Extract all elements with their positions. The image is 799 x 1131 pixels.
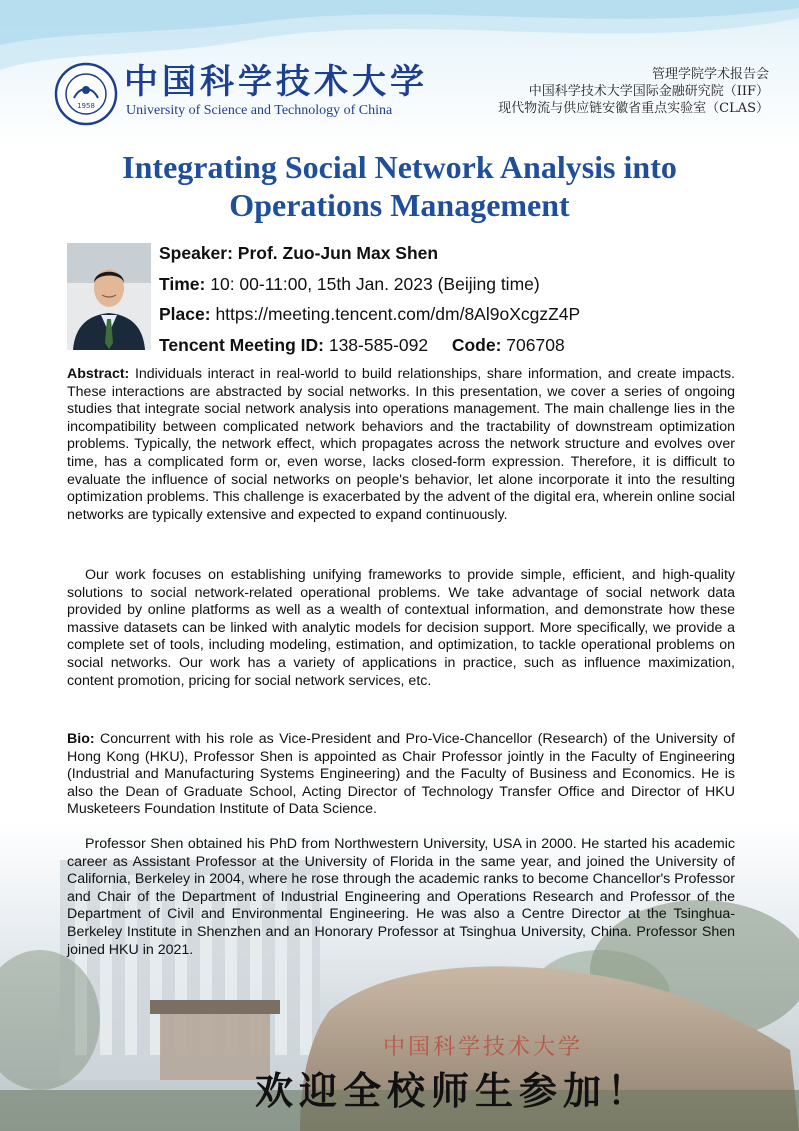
- organizer-list: [498, 66, 769, 117]
- time-row: [159, 271, 580, 302]
- talk-title-line-2: Operations Management: [229, 187, 570, 223]
- place-link[interactable]: https://meeting.tencent.com/dm/8Al9oXcgzZ4P: [215, 304, 581, 324]
- place-row: [159, 301, 580, 332]
- talk-info: [159, 240, 580, 362]
- abstract-paragraph-2: Our work focuses on establishing unifying frameworks to provide simple, efficient, and high-quality solutions to social network-related operational problems. We take advantage of social network data provided by online platforms as well as a wealth of contextual information, and demonstrate how these massive datasets can be linked with analytic models for decision support. More specifically, we provide a complete set of tools, including modeling, estimation, and optimization, to tackle operational problems on social networks. Our work has a variety of applications in practice, such as influence maximization, content promotion, pricing for social network services, etc.: [67, 567, 735, 689]
- meeting-row: [159, 332, 580, 363]
- meeting-id-label: Tencent Meeting ID:: [159, 334, 324, 355]
- rock-inscription: 中国科学技术大学: [383, 1035, 584, 1060]
- organizer-line: 中国科学技术大学国际金融研究院（IIF）: [528, 84, 769, 99]
- organizer-line: 管理学院学术报告会: [651, 67, 769, 82]
- code-label: Code:: [451, 334, 502, 355]
- bio-paragraph-2: Professor Shen obtained his PhD from Northwestern University, USA in 2000. He started his academic career as Assistant Professor at the University of Florida in the same year, and joined the University of California, Berkeley in 2004, where he rose through the academic ranks to become Chancellor's Professor and Chair of the Department of Industrial Engineering and Operations Research and Professor of the Department of Civil and Environmental Engineering. He was also a Centre Director at the Tsinghua-Berkeley Institute in Shenzhen and an Honorary Professor at Tsinghua University, China. Professor Shen joined HKU in 2021.: [67, 836, 735, 958]
- time-label: Time:: [159, 273, 206, 294]
- university-seal-icon: [54, 62, 118, 126]
- speaker-row: [159, 240, 580, 271]
- abstract-paragraph-1: [67, 366, 735, 524]
- welcome-banner: 欢迎全校师生参加！: [255, 1068, 652, 1113]
- abstract-text: Individuals interact in real-world to build relationships, share information, and create impacts. These interactions are abstracted by social networks. In this presentation, we cover a series of ongoing studies that integrate social network analysis into operations management. The main challenge lies in the incompatibility between complicated network behaviors and the tractability of downstream optimization problems. Typically, the network effect, which propagates across the network structure and evolves over time, has a complicated form or, even worse, lacks closed-form expression. Therefore, it is difficult to evaluate the influence of social networks on people's behavior, let alone incorporate it into the resulting optimization problems. This challenge is exacerbated by the advent of the digital era, wherein online social networks are typically extensive and expected to expand continuously.: [67, 366, 735, 523]
- code-value: 706708: [506, 334, 565, 355]
- abstract-label: Abstract:: [67, 366, 130, 382]
- university-name-en: University of Science and Technology of China: [126, 103, 393, 118]
- bio-paragraph-1: [67, 731, 735, 819]
- organizer-line: 现代物流与供应链安徽省重点实验室（CLAS）: [498, 101, 769, 116]
- talk-title-line-1: Integrating Social Network Analysis into: [122, 149, 677, 185]
- place-label: Place:: [159, 304, 211, 324]
- meeting-id-value: 138-585-092: [328, 334, 429, 355]
- bio-label: Bio:: [67, 731, 95, 747]
- speaker-photo: [67, 243, 151, 350]
- talk-title: [40, 148, 759, 224]
- bio-text: Concurrent with his role as Vice-President and Pro-Vice-Chancellor (Research) of the University of Hong Kong (HKU), Professor Shen is appointed as Chair Professor jointly in the Faculty of Engineering (Industrial and Manufacturing Systems Engineering) and the Faculty of Business and Economics. He is also the Dean of Graduate School, Acting Director of Technology Transfer Office and Director of HKU Musketeers Foundation Institute of Data Science.: [67, 731, 735, 818]
- time-value: 10: 00-11:00, 15th Jan. 2023 (Beijing time): [210, 273, 540, 294]
- speaker-label: Speaker: Prof. Zuo-Jun Max Shen: [159, 243, 439, 263]
- university-name-cn: 中国科学技术大学: [124, 62, 428, 102]
- seal-year: 1958: [77, 102, 95, 110]
